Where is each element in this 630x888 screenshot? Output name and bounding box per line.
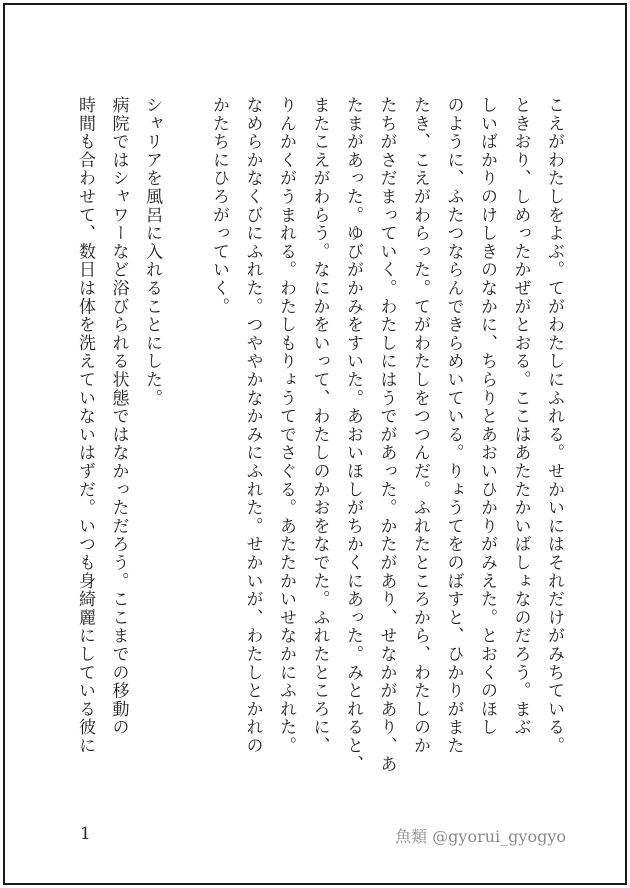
text-line: りんかくがうまれる。わたしもりょうてでさぐる。あたたかいせなかにふれた。	[276, 96, 296, 755]
paragraph-1	[202, 96, 571, 814]
text-line: かたちにひろがっていく。	[209, 96, 229, 316]
text-line: たまがあった。ゆびがかみをすいた。あおいほしがちかくにあった。みとれると、	[343, 96, 363, 774]
novel-body-text	[68, 96, 571, 814]
text-line: 時間も合わせて、数日は体を洗えていないはずだ。いつも身綺麗にしている彼に	[75, 96, 95, 755]
text-line: なめらかなくびにふれた。つややかなかみにふれた。せかいが、わたしとかれの	[242, 96, 263, 755]
text-line: たき、こえがわらった。てがわたしをつつんだ。ふれたところから、わたしのか	[410, 96, 430, 755]
text-line: 病院ではシャワーなど浴びられる状態ではなかっただろう。ここまでの移動の	[108, 96, 129, 737]
text-line: またこえがわらう。なにかをいって、わたしのかおをなでた。ふれたところに、	[309, 96, 330, 755]
text-line: ときおり、しめったかぜがとおる。ここはあたたかいばしょなのだろう。まぶ	[510, 96, 531, 737]
text-line: シャリアを風呂に入れることにした。	[142, 96, 162, 408]
page-number: 1	[80, 824, 91, 844]
text-line: しいばかりのけしきのなかに、ちらりとあおいひかりがみえた。とおくのほし	[477, 96, 497, 737]
text-line: こえがわたしをよぶ。てがわたしにふれる。せかいにはそれだけがみちている。	[544, 96, 564, 755]
paragraph-2	[68, 96, 169, 814]
author-credit: 魚類 @gyorui_gyogyo	[395, 827, 566, 846]
text-line: のように、ふたつならんできらめいている。りょうてをのばすと、ひかりがまた	[443, 96, 464, 755]
text-line: たちがさだまっていく。わたしにはうでがあった。かたがあり、せなかがあり、あ	[376, 96, 397, 774]
